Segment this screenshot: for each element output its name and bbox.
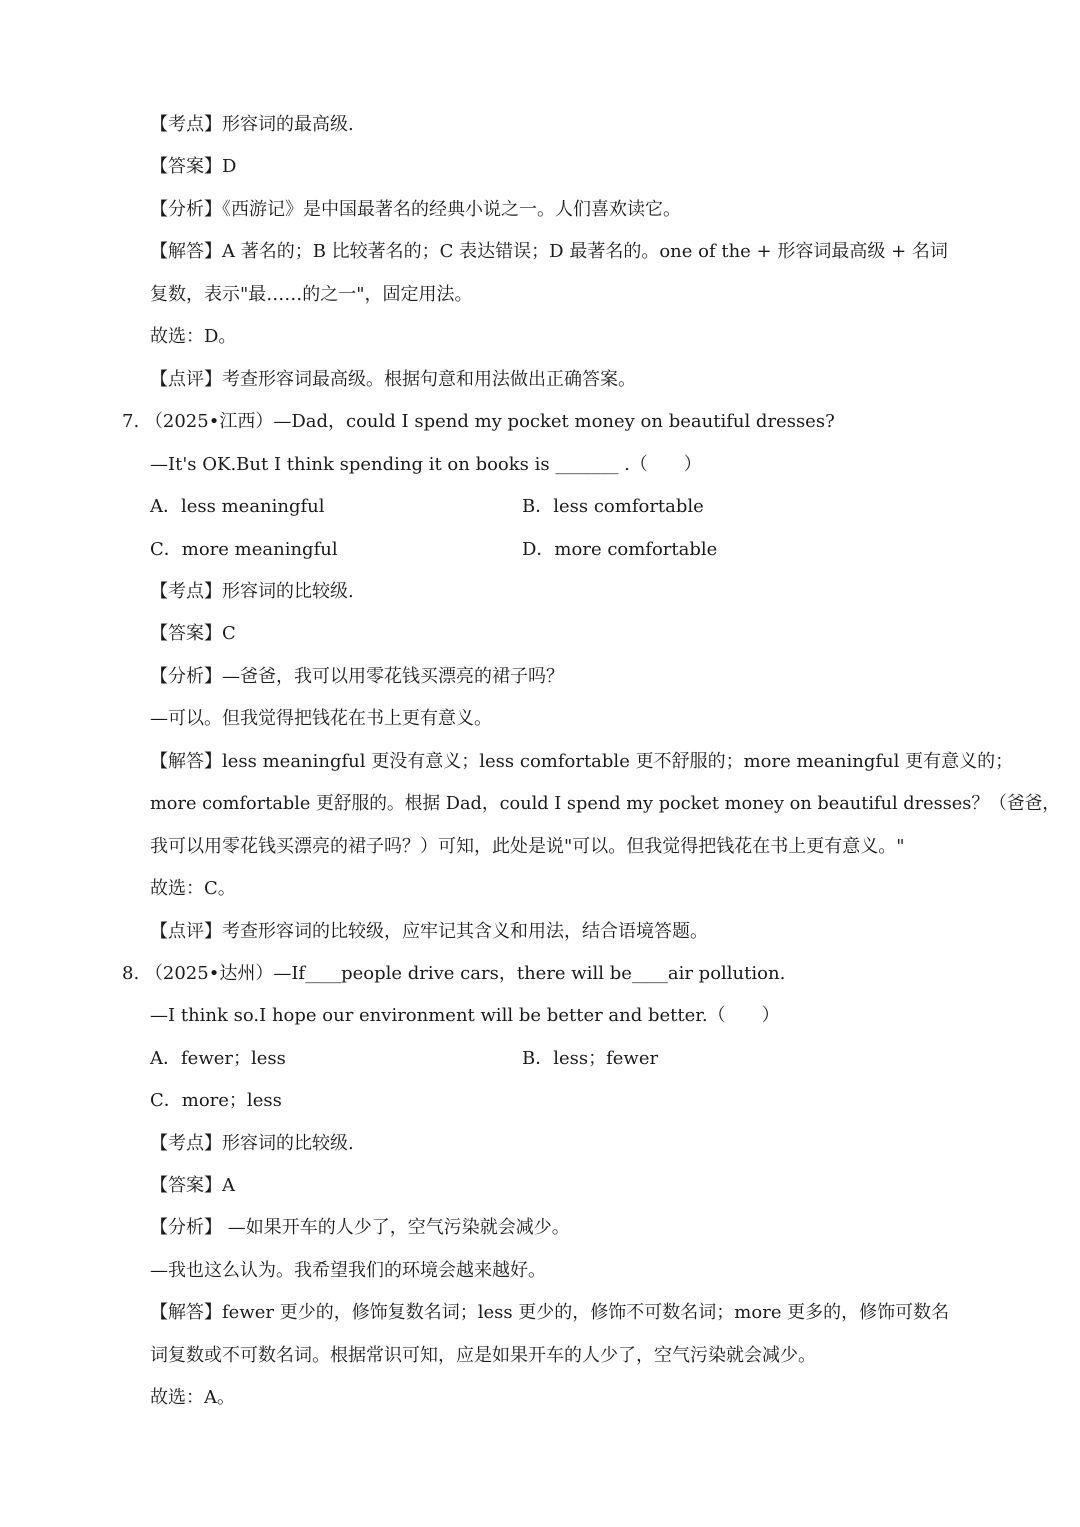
q7-option-c: C．more meaningful: [150, 539, 338, 560]
q8-option-a: A．fewer；less: [150, 1048, 286, 1069]
q6-choice: 故选：D。: [150, 326, 237, 347]
q7-option-a: A．less meaningful: [150, 496, 325, 517]
q6-solution-line-1: 【解答】A 著名的；B 比较著名的；C 表达错误；D 最著名的。one of the + 形容词最高级 + 名词: [150, 241, 948, 262]
q8-stem-line-2: —I think so.I hope our environment will be better and better.（ ）: [150, 1005, 780, 1026]
q7-solution-line-3: 我可以用零花钱买漂亮的裙子吗？）可知，此处是说"可以。但我觉得把钱花在书上更有意义。": [150, 836, 905, 857]
q8-analysis-line-1: 【分析】 —如果开车的人少了，空气污染就会减少。: [150, 1217, 570, 1238]
q8-stem-line-1: 8. （2025•达州）—If____people drive cars，there will be____air pollution.: [122, 963, 786, 984]
q8-solution-line-2: 词复数或不可数名词。根据常识可知，应是如果开车的人少了，空气污染就会减少。: [150, 1345, 816, 1366]
q8-option-c: C．more；less: [150, 1090, 282, 1111]
q6-kaodian: 【考点】形容词的最高级.: [150, 114, 354, 135]
q7-choice: 故选：C。: [150, 878, 236, 899]
q7-solution-line-2: more comfortable 更舒服的。根据 Dad，could I spend my pocket money on beautiful dresses？（爸爸，: [150, 793, 1061, 814]
q6-solution-line-2: 复数，表示"最……的之一"，固定用法。: [150, 284, 473, 305]
q6-analysis: 【分析】《西游记》是中国最著名的经典小说之一。人们喜欢读它。: [150, 199, 681, 220]
q8-analysis-line-2: —我也这么认为。我希望我们的环境会越来越好。: [150, 1260, 546, 1281]
q8-kaodian: 【考点】形容词的比较级.: [150, 1133, 354, 1154]
q8-solution-line-1: 【解答】fewer 更少的，修饰复数名词；less 更少的，修饰不可数名词；more 更多的，修饰可数名: [150, 1302, 950, 1323]
q7-stem-line-2: —It's OK.But I think spending it on books is _______ .（ ）: [150, 454, 702, 475]
q7-answer: 【答案】C: [150, 623, 236, 644]
q8-option-b: B．less；fewer: [522, 1048, 659, 1069]
q6-comment: 【点评】考查形容词最高级。根据句意和用法做出正确答案。: [150, 369, 636, 390]
q8-answer: 【答案】A: [150, 1175, 235, 1196]
q7-analysis-line-1: 【分析】—爸爸，我可以用零花钱买漂亮的裙子吗？: [150, 666, 564, 687]
q7-analysis-line-2: —可以。但我觉得把钱花在书上更有意义。: [150, 708, 492, 729]
q7-option-d: D．more comfortable: [522, 539, 718, 560]
q7-kaodian: 【考点】形容词的比较级.: [150, 581, 354, 602]
q7-comment: 【点评】考查形容词的比较级，应牢记其含义和用法，结合语境答题。: [150, 921, 708, 942]
q7-stem-line-1: 7. （2025•江西）—Dad，could I spend my pocket money on beautiful dresses?: [122, 411, 835, 432]
q7-solution-line-1: 【解答】less meaningful 更没有意义；less comfortable 更不舒服的；more meaningful 更有意义的；: [150, 751, 1014, 772]
q6-answer: 【答案】D: [150, 156, 237, 177]
q7-option-b: B．less comfortable: [522, 496, 704, 517]
q8-choice: 故选：A。: [150, 1387, 235, 1408]
